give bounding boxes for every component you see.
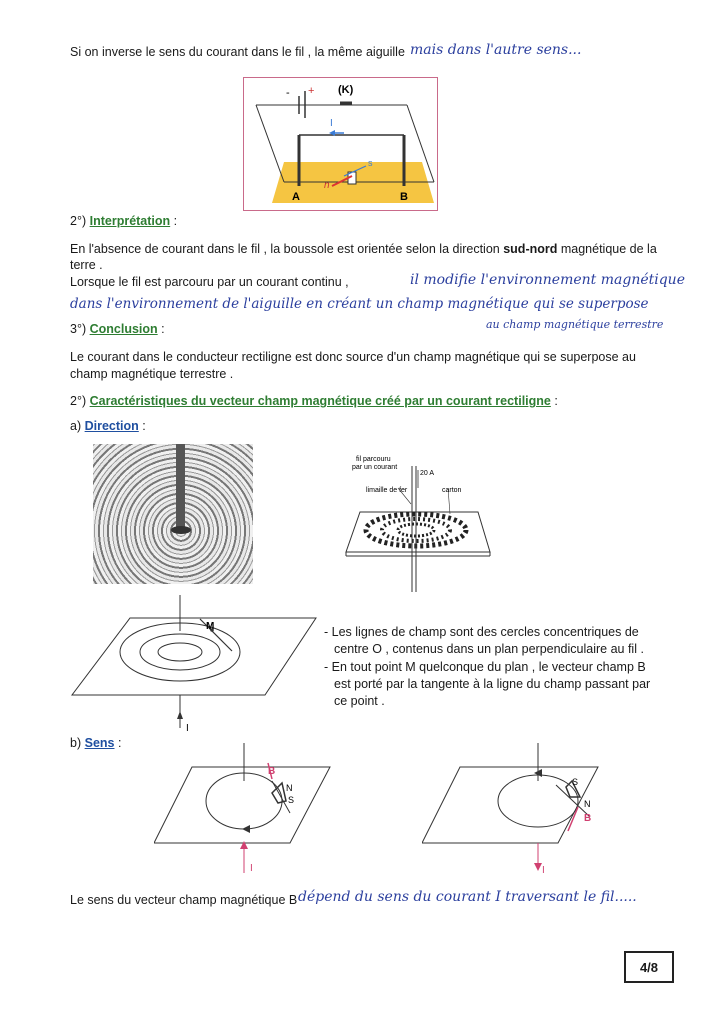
switch-label: (K) — [338, 84, 354, 96]
sens-diagram-left — [154, 743, 334, 883]
i-label-right: I — [542, 865, 545, 876]
direction-heading: a) Direction : — [70, 419, 146, 433]
amp-label: 20 A — [420, 470, 435, 477]
fil-label-2: par un courant — [352, 464, 398, 471]
sens-handwritten: dépend du sens du courant I traversant le fil..... — [298, 889, 637, 905]
i-label-left: I — [250, 863, 253, 874]
limaille-label: limaille de fer — [366, 487, 408, 494]
interpretation-hw2: dans l'environnement de l'aiguille en créant un champ magnétique qui se superpose — [70, 296, 649, 312]
bullet2-line2: est porté par la tangente à la ligne du champ passant par — [334, 677, 651, 691]
conclusion-line2: champ magnétique terrestre . — [70, 367, 234, 381]
bullet1-line2: centre O , contenus dans un plan perpendiculaire au fil . — [334, 642, 644, 656]
current-label: I — [330, 118, 333, 129]
minus-label: - — [286, 87, 290, 99]
bullet1-line1: - Les lignes de champ sont des cercles concentriques de — [324, 625, 639, 639]
sens-diagram-right — [422, 743, 602, 883]
i-label: I — [186, 723, 189, 734]
plus-label: + — [308, 85, 315, 97]
bullet2-line3: ce point . — [334, 694, 385, 708]
interpretation-para1-line2: terre . — [70, 258, 103, 272]
interpretation-para1: En l'absence de courant dans le fil , la boussole est orientée selon la direction sud-nord magnétique de la — [70, 242, 657, 256]
fil-label: fil parcouru — [356, 456, 391, 463]
intro-handwritten: mais dans l'autre sens... — [410, 42, 582, 58]
interpretation-para2: Lorsque le fil est parcouru par un courant continu , — [70, 275, 349, 289]
b-label-left: B — [268, 766, 276, 777]
filings-sketch — [338, 452, 498, 592]
field-lines-diagram — [70, 595, 320, 740]
s-label-left: S — [288, 795, 295, 805]
page-number: 4/8 — [624, 951, 674, 983]
interpretation-hw1: il modifie l'environnement magnétique — [410, 272, 685, 288]
point-a-label: A — [292, 191, 300, 203]
s-label-right: S — [572, 777, 579, 787]
needle-n-label: n — [324, 180, 330, 191]
intro-text: Si on inverse le sens du courant dans le fil , la même aiguille — [70, 45, 405, 59]
sens-sentence: Le sens du vecteur champ magnétique B — [70, 893, 298, 907]
interpretation-hw3: au champ magnétique terrestre — [486, 318, 664, 331]
bullet2-line1: - En tout point M quelconque du plan , le vecteur champ B — [324, 660, 646, 674]
filings-photo — [93, 444, 253, 584]
characteristics-heading: 2°) Caractéristiques du vecteur champ magnétique créé par un courant rectiligne : — [70, 394, 558, 408]
n-label-right: N — [584, 799, 591, 809]
b-label-right: B — [584, 813, 592, 824]
point-b-label: B — [400, 191, 408, 203]
sens-heading: b) Sens : — [70, 736, 122, 750]
circuit-diagram — [243, 77, 438, 211]
n-label-left: N — [286, 783, 293, 793]
interpretation-heading: 2°) Interprétation : — [70, 214, 178, 228]
conclusion-heading: 3°) Conclusion : — [70, 322, 165, 336]
needle-s-label: s — [368, 158, 373, 168]
carton-label: carton — [442, 487, 462, 494]
conclusion-line1: Le courant dans le conducteur rectiligne est donc source d'un champ magnétique qui se superpose au — [70, 350, 636, 364]
m-label: M — [206, 621, 215, 632]
